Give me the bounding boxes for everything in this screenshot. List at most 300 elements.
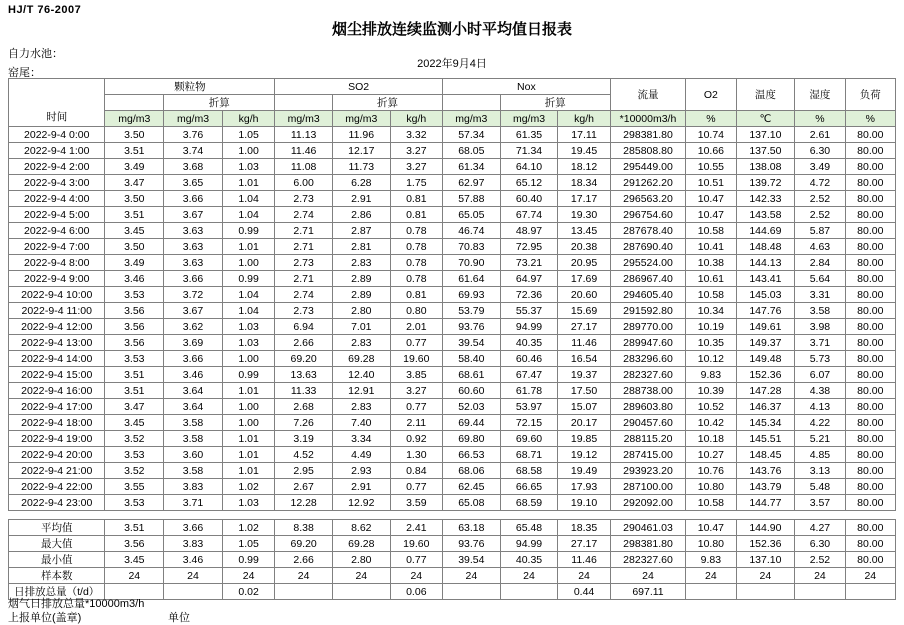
cell-hum: 2.52	[795, 207, 845, 223]
header-unit-nox-kg: kg/h	[558, 111, 610, 127]
cell-o2: 10.52	[686, 399, 736, 415]
cell-hum: 5.21	[795, 431, 845, 447]
cell-n_kg: 16.54	[558, 351, 610, 367]
cell-flow: 287415.00	[610, 447, 685, 463]
spacer-cell	[736, 511, 795, 520]
cell-p_mg: 3.45	[105, 415, 164, 431]
header-sub-so2-converted: 折算	[332, 95, 442, 111]
cell-o2: 10.39	[686, 383, 736, 399]
cell-s_kg: 0.78	[390, 239, 442, 255]
header-group-humidity: 湿度	[795, 79, 845, 111]
cell-time: 2022-9-4 17:00	[9, 399, 105, 415]
cell-s_mg: 2.67	[275, 479, 333, 495]
cell-hum: 3.58	[795, 303, 845, 319]
summary-cell-n_mg: 24	[443, 568, 501, 584]
cell-flow: 291262.20	[610, 175, 685, 191]
cell-p_kg: 1.01	[222, 447, 274, 463]
cell-p_conv: 3.58	[164, 431, 223, 447]
cell-p_kg: 1.05	[222, 127, 274, 143]
cell-n_mg: 70.90	[443, 255, 501, 271]
standard-code: HJ/T 76-2007	[8, 4, 82, 16]
unit-label: 单位	[168, 612, 190, 624]
cell-load: 80.00	[845, 335, 895, 351]
cell-flow: 288738.00	[610, 383, 685, 399]
cell-s_conv: 3.34	[332, 431, 390, 447]
cell-temp: 149.61	[736, 319, 795, 335]
table-row	[9, 463, 896, 479]
cell-p_kg: 0.99	[222, 271, 274, 287]
table-row	[9, 431, 896, 447]
table-row	[9, 175, 896, 191]
cell-s_conv: 12.17	[332, 143, 390, 159]
summary-cell-p_kg: 1.05	[222, 536, 274, 552]
cell-flow: 287690.40	[610, 239, 685, 255]
spacer-cell	[222, 511, 274, 520]
cell-hum: 3.49	[795, 159, 845, 175]
table-row	[9, 143, 896, 159]
cell-n_mg: 65.08	[443, 495, 501, 511]
cell-hum: 5.48	[795, 479, 845, 495]
cell-temp: 152.36	[736, 367, 795, 383]
header-group-flow: 流量	[610, 79, 685, 111]
cell-time: 2022-9-4 15:00	[9, 367, 105, 383]
cell-o2: 10.74	[686, 127, 736, 143]
header-sub-nox-converted: 折算	[500, 95, 610, 111]
table-row	[9, 223, 896, 239]
summary-cell-p_mg: 24	[105, 568, 164, 584]
cell-flow: 295449.00	[610, 159, 685, 175]
summary-cell-hum: 2.52	[795, 552, 845, 568]
cell-s_kg: 3.32	[390, 127, 442, 143]
cell-time: 2022-9-4 5:00	[9, 207, 105, 223]
cell-flow: 290457.60	[610, 415, 685, 431]
cell-p_mg: 3.56	[105, 335, 164, 351]
cell-p_conv: 3.76	[164, 127, 223, 143]
cell-p_kg: 1.01	[222, 239, 274, 255]
cell-load: 80.00	[845, 351, 895, 367]
cell-n_mg: 46.74	[443, 223, 501, 239]
cell-p_mg: 3.51	[105, 367, 164, 383]
cell-hum: 5.73	[795, 351, 845, 367]
cell-load: 80.00	[845, 367, 895, 383]
summary-cell-temp: 144.90	[736, 520, 795, 536]
cell-hum: 4.72	[795, 175, 845, 191]
cell-s_mg: 2.71	[275, 271, 333, 287]
daily-total-p_kg: 0.02	[222, 584, 274, 600]
summary-cell-temp: 24	[736, 568, 795, 584]
header-unit-particulate-kg: kg/h	[222, 111, 274, 127]
header-cell-blank-time: 时间	[9, 79, 105, 127]
header-unit-so2-kg: kg/h	[390, 111, 442, 127]
header-unit-nox-mg: mg/m3	[443, 111, 501, 127]
cell-hum: 2.61	[795, 127, 845, 143]
cell-p_mg: 3.46	[105, 271, 164, 287]
cell-s_conv: 6.28	[332, 175, 390, 191]
cell-n_kg: 19.45	[558, 143, 610, 159]
cell-flow: 287100.00	[610, 479, 685, 495]
cell-n_conv: 68.59	[500, 495, 558, 511]
cell-temp: 147.76	[736, 303, 795, 319]
cell-s_conv: 2.89	[332, 271, 390, 287]
cell-n_conv: 65.12	[500, 175, 558, 191]
cell-load: 80.00	[845, 383, 895, 399]
summary-cell-p_mg: 3.51	[105, 520, 164, 536]
cell-n_conv: 60.40	[500, 191, 558, 207]
cell-n_conv: 61.35	[500, 127, 558, 143]
cell-p_mg: 3.53	[105, 351, 164, 367]
cell-p_kg: 1.00	[222, 399, 274, 415]
cell-s_mg: 2.73	[275, 191, 333, 207]
cell-hum: 6.30	[795, 143, 845, 159]
cell-time: 2022-9-4 16:00	[9, 383, 105, 399]
summary-cell-hum: 24	[795, 568, 845, 584]
cell-p_kg: 1.03	[222, 159, 274, 175]
cell-load: 80.00	[845, 479, 895, 495]
cell-p_conv: 3.64	[164, 383, 223, 399]
cell-p_mg: 3.50	[105, 191, 164, 207]
cell-o2: 10.35	[686, 335, 736, 351]
summary-cell-p_kg: 24	[222, 568, 274, 584]
summary-cell-temp: 152.36	[736, 536, 795, 552]
cell-load: 80.00	[845, 303, 895, 319]
cell-p_conv: 3.67	[164, 207, 223, 223]
cell-temp: 142.33	[736, 191, 795, 207]
daily-total-o2	[686, 584, 736, 600]
field-label-water-pool: 自力水池：	[8, 48, 63, 60]
daily-total-flow: 697.11	[610, 584, 685, 600]
cell-flow: 293923.20	[610, 463, 685, 479]
cell-s_kg: 0.78	[390, 223, 442, 239]
cell-n_mg: 57.34	[443, 127, 501, 143]
cell-s_kg: 19.60	[390, 351, 442, 367]
cell-s_kg: 3.27	[390, 383, 442, 399]
cell-n_kg: 15.69	[558, 303, 610, 319]
cell-p_kg: 1.00	[222, 143, 274, 159]
summary-cell-s_mg: 2.66	[275, 552, 333, 568]
cell-p_conv: 3.74	[164, 143, 223, 159]
cell-n_mg: 61.34	[443, 159, 501, 175]
summary-cell-temp: 137.10	[736, 552, 795, 568]
cell-s_kg: 1.75	[390, 175, 442, 191]
cell-s_conv: 2.80	[332, 303, 390, 319]
cell-o2: 10.61	[686, 271, 736, 287]
cell-o2: 10.55	[686, 159, 736, 175]
summary-cell-o2: 24	[686, 568, 736, 584]
cell-time: 2022-9-4 8:00	[9, 255, 105, 271]
cell-s_mg: 69.20	[275, 351, 333, 367]
cell-flow: 298381.80	[610, 127, 685, 143]
daily-total-load	[845, 584, 895, 600]
table-row	[9, 127, 896, 143]
cell-load: 80.00	[845, 223, 895, 239]
table-data-body	[9, 127, 896, 600]
table-row	[9, 479, 896, 495]
cell-p_kg: 1.04	[222, 207, 274, 223]
cell-load: 80.00	[845, 271, 895, 287]
table-spacer-row	[9, 511, 896, 520]
cell-n_conv: 72.95	[500, 239, 558, 255]
table-row	[9, 319, 896, 335]
cell-time: 2022-9-4 19:00	[9, 431, 105, 447]
summary-cell-p_mg: 3.45	[105, 552, 164, 568]
cell-s_mg: 2.71	[275, 223, 333, 239]
header-unit-so2-conv: mg/m3	[332, 111, 390, 127]
cell-s_conv: 2.83	[332, 399, 390, 415]
cell-s_mg: 7.26	[275, 415, 333, 431]
cell-n_kg: 17.93	[558, 479, 610, 495]
table-row	[9, 255, 896, 271]
cell-n_kg: 18.12	[558, 159, 610, 175]
footer-note-unit: 上报单位(盖章)	[8, 612, 82, 624]
header-group-particulate: 颗粒物	[105, 79, 275, 95]
cell-time: 2022-9-4 1:00	[9, 143, 105, 159]
daily-total-s_conv	[332, 584, 390, 600]
summary-cell-p_conv: 3.83	[164, 536, 223, 552]
cell-n_conv: 60.46	[500, 351, 558, 367]
cell-time: 2022-9-4 2:00	[9, 159, 105, 175]
cell-flow: 289603.80	[610, 399, 685, 415]
cell-n_mg: 62.97	[443, 175, 501, 191]
table-row	[9, 271, 896, 287]
cell-n_conv: 72.15	[500, 415, 558, 431]
cell-n_conv: 67.74	[500, 207, 558, 223]
cell-s_mg: 11.08	[275, 159, 333, 175]
cell-temp: 137.50	[736, 143, 795, 159]
cell-hum: 6.07	[795, 367, 845, 383]
cell-p_kg: 1.01	[222, 431, 274, 447]
cell-s_kg: 0.78	[390, 255, 442, 271]
emission-data-table	[8, 78, 896, 600]
summary-cell-load: 80.00	[845, 536, 895, 552]
cell-n_mg: 68.61	[443, 367, 501, 383]
field-label-kiln-tail: 窑尾：	[8, 67, 41, 79]
cell-n_conv: 73.21	[500, 255, 558, 271]
summary-cell-o2: 10.80	[686, 536, 736, 552]
cell-load: 80.00	[845, 399, 895, 415]
cell-s_mg: 3.19	[275, 431, 333, 447]
cell-n_conv: 66.65	[500, 479, 558, 495]
cell-n_mg: 69.80	[443, 431, 501, 447]
cell-n_kg: 27.17	[558, 319, 610, 335]
summary-cell-o2: 10.47	[686, 520, 736, 536]
cell-n_kg: 17.50	[558, 383, 610, 399]
cell-n_kg: 17.11	[558, 127, 610, 143]
cell-o2: 10.19	[686, 319, 736, 335]
cell-p_conv: 3.67	[164, 303, 223, 319]
cell-n_conv: 69.60	[500, 431, 558, 447]
cell-s_mg: 11.33	[275, 383, 333, 399]
cell-o2: 10.66	[686, 143, 736, 159]
spacer-cell	[795, 511, 845, 520]
cell-o2: 10.42	[686, 415, 736, 431]
cell-p_mg: 3.53	[105, 287, 164, 303]
cell-temp: 147.28	[736, 383, 795, 399]
summary-label: 样本数	[9, 568, 105, 584]
summary-cell-p_kg: 0.99	[222, 552, 274, 568]
cell-o2: 10.58	[686, 223, 736, 239]
cell-time: 2022-9-4 11:00	[9, 303, 105, 319]
daily-total-n_mg	[443, 584, 501, 600]
cell-p_mg: 3.53	[105, 447, 164, 463]
cell-o2: 10.58	[686, 287, 736, 303]
cell-s_mg: 2.71	[275, 239, 333, 255]
cell-load: 80.00	[845, 191, 895, 207]
summary-cell-flow: 298381.80	[610, 536, 685, 552]
cell-s_conv: 12.92	[332, 495, 390, 511]
cell-n_kg: 18.34	[558, 175, 610, 191]
cell-n_mg: 60.60	[443, 383, 501, 399]
cell-load: 80.00	[845, 143, 895, 159]
summary-cell-n_kg: 11.46	[558, 552, 610, 568]
cell-n_conv: 53.97	[500, 399, 558, 415]
cell-temp: 144.13	[736, 255, 795, 271]
cell-s_kg: 2.11	[390, 415, 442, 431]
cell-p_conv: 3.58	[164, 463, 223, 479]
cell-o2: 10.27	[686, 447, 736, 463]
table-summary-row	[9, 552, 896, 568]
cell-p_kg: 1.00	[222, 415, 274, 431]
summary-cell-hum: 4.27	[795, 520, 845, 536]
cell-hum: 3.13	[795, 463, 845, 479]
cell-n_mg: 57.88	[443, 191, 501, 207]
cell-o2: 10.38	[686, 255, 736, 271]
summary-cell-n_conv: 65.48	[500, 520, 558, 536]
cell-p_mg: 3.56	[105, 319, 164, 335]
table-summary-row	[9, 536, 896, 552]
cell-n_kg: 19.12	[558, 447, 610, 463]
cell-s_kg: 0.80	[390, 303, 442, 319]
cell-time: 2022-9-4 7:00	[9, 239, 105, 255]
cell-flow: 292092.00	[610, 495, 685, 511]
cell-o2: 10.58	[686, 495, 736, 511]
cell-n_kg: 20.38	[558, 239, 610, 255]
cell-s_kg: 0.77	[390, 335, 442, 351]
cell-p_mg: 3.55	[105, 479, 164, 495]
cell-s_conv: 11.73	[332, 159, 390, 175]
summary-cell-p_mg: 3.56	[105, 536, 164, 552]
cell-flow: 286967.40	[610, 271, 685, 287]
cell-n_conv: 61.78	[500, 383, 558, 399]
cell-load: 80.00	[845, 127, 895, 143]
cell-s_kg: 3.27	[390, 143, 442, 159]
cell-n_conv: 68.58	[500, 463, 558, 479]
summary-cell-flow: 282327.60	[610, 552, 685, 568]
cell-hum: 2.84	[795, 255, 845, 271]
cell-n_kg: 11.46	[558, 335, 610, 351]
table-row	[9, 207, 896, 223]
cell-temp: 146.37	[736, 399, 795, 415]
cell-n_mg: 68.05	[443, 143, 501, 159]
cell-s_mg: 13.63	[275, 367, 333, 383]
cell-hum: 3.98	[795, 319, 845, 335]
spacer-cell	[845, 511, 895, 520]
cell-p_kg: 1.00	[222, 255, 274, 271]
cell-temp: 148.45	[736, 447, 795, 463]
summary-cell-s_conv: 69.28	[332, 536, 390, 552]
table-row	[9, 303, 896, 319]
cell-flow: 296754.60	[610, 207, 685, 223]
cell-time: 2022-9-4 0:00	[9, 127, 105, 143]
cell-p_mg: 3.52	[105, 431, 164, 447]
cell-flow: 289947.60	[610, 335, 685, 351]
cell-temp: 137.10	[736, 127, 795, 143]
cell-s_kg: 1.30	[390, 447, 442, 463]
table-row	[9, 447, 896, 463]
cell-time: 2022-9-4 9:00	[9, 271, 105, 287]
cell-n_kg: 19.10	[558, 495, 610, 511]
cell-s_kg: 0.92	[390, 431, 442, 447]
cell-n_kg: 13.45	[558, 223, 610, 239]
cell-s_conv: 2.87	[332, 223, 390, 239]
cell-n_kg: 20.60	[558, 287, 610, 303]
daily-total-p_conv	[164, 584, 223, 600]
cell-p_conv: 3.46	[164, 367, 223, 383]
daily-total-n_kg: 0.44	[558, 584, 610, 600]
cell-s_kg: 0.81	[390, 191, 442, 207]
cell-s_conv: 69.28	[332, 351, 390, 367]
cell-temp: 143.76	[736, 463, 795, 479]
cell-o2: 10.41	[686, 239, 736, 255]
summary-cell-n_mg: 93.76	[443, 536, 501, 552]
cell-hum: 5.87	[795, 223, 845, 239]
cell-p_mg: 3.53	[105, 495, 164, 511]
cell-flow: 283296.60	[610, 351, 685, 367]
cell-hum: 3.57	[795, 495, 845, 511]
page-title: 烟尘排放连续监测小时平均值日报表	[331, 21, 572, 38]
header-sub-so2-blank	[275, 95, 333, 111]
cell-temp: 144.77	[736, 495, 795, 511]
table-row	[9, 367, 896, 383]
cell-hum: 5.64	[795, 271, 845, 287]
cell-s_mg: 12.28	[275, 495, 333, 511]
header-group-temperature: 温度	[736, 79, 795, 111]
header-unit-temperature: ℃	[736, 111, 795, 127]
cell-n_kg: 20.95	[558, 255, 610, 271]
cell-load: 80.00	[845, 495, 895, 511]
spacer-cell	[390, 511, 442, 520]
cell-s_conv: 12.40	[332, 367, 390, 383]
cell-temp: 143.41	[736, 271, 795, 287]
table-row	[9, 495, 896, 511]
cell-hum: 3.31	[795, 287, 845, 303]
cell-s_conv: 2.91	[332, 191, 390, 207]
cell-n_conv: 48.97	[500, 223, 558, 239]
cell-s_conv: 2.83	[332, 255, 390, 271]
cell-s_mg: 6.00	[275, 175, 333, 191]
cell-p_conv: 3.66	[164, 191, 223, 207]
cell-n_conv: 68.71	[500, 447, 558, 463]
cell-temp: 145.51	[736, 431, 795, 447]
summary-cell-s_conv: 2.80	[332, 552, 390, 568]
summary-cell-flow: 290461.03	[610, 520, 685, 536]
cell-time: 2022-9-4 12:00	[9, 319, 105, 335]
cell-s_mg: 2.73	[275, 303, 333, 319]
cell-n_mg: 58.40	[443, 351, 501, 367]
cell-n_kg: 20.17	[558, 415, 610, 431]
cell-s_conv: 12.91	[332, 383, 390, 399]
cell-temp: 149.37	[736, 335, 795, 351]
header-group-o2: O2	[686, 79, 736, 111]
cell-p_mg: 3.56	[105, 303, 164, 319]
cell-s_conv: 4.49	[332, 447, 390, 463]
cell-load: 80.00	[845, 175, 895, 191]
cell-p_conv: 3.63	[164, 239, 223, 255]
header-unit-humidity: %	[795, 111, 845, 127]
cell-o2: 10.76	[686, 463, 736, 479]
cell-s_conv: 2.89	[332, 287, 390, 303]
spacer-cell	[332, 511, 390, 520]
cell-n_mg: 61.64	[443, 271, 501, 287]
